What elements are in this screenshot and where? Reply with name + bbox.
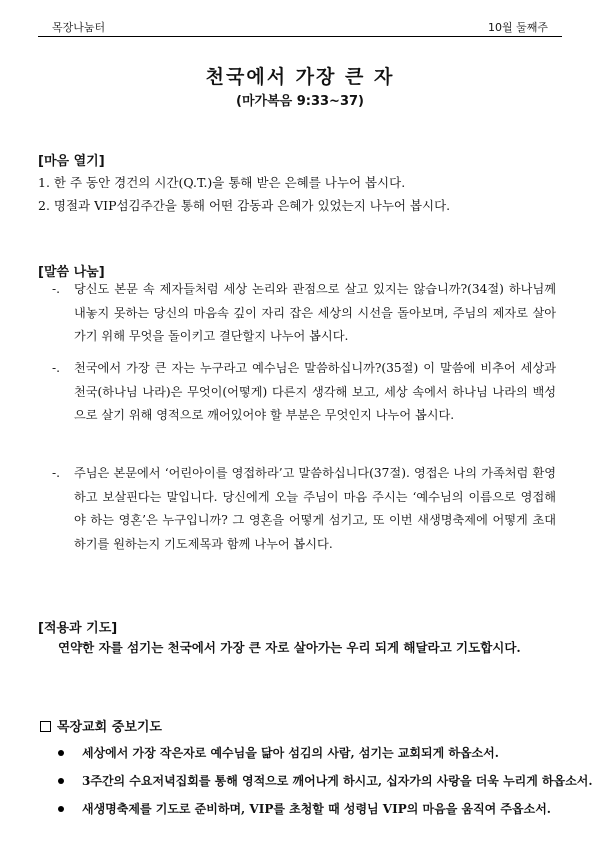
intercession-item-text: 세상에서 가장 작은자로 예수님을 닮아 섬김의 사람, 섬기는 교회되게 하옵소서. — [82, 746, 499, 760]
open-heart-heading: [마음 열기] — [38, 154, 105, 169]
intercession-item-text: 새생명축제를 기도로 준비하며, VIP를 초청할 때 성령님 VIP의 마음을 움직여 주옵소서. — [82, 802, 551, 816]
word-question-3 — [52, 462, 556, 556]
page-header — [38, 14, 562, 37]
word-sharing-heading: [말씀 나눔] — [38, 265, 105, 280]
sermon-title: 천국에서 가장 큰 자 — [205, 66, 395, 88]
header-right-label: 10월 둘째주 — [488, 21, 548, 34]
list-marker: -. — [52, 282, 60, 296]
list-marker: -. — [52, 466, 60, 480]
checkbox-square-icon — [40, 721, 51, 732]
open-heart-question-1: 1. 한 주 동안 경건의 시간(Q.T.)을 통해 받은 은혜를 나누어 봅시다. — [38, 175, 406, 190]
scripture-reference: (마가복음 9:33~37) — [236, 94, 364, 109]
bullet-icon — [58, 806, 64, 812]
intercession-item-3 — [58, 800, 551, 817]
open-heart-question-2: 2. 명절과 VIP섬김주간을 통해 어떤 감동과 은혜가 있었는지 나누어 봅시다. — [38, 198, 451, 213]
intercession-item-2 — [58, 772, 593, 789]
word-question-3-text: 주님은 본문에서 ‘어린아이를 영접하라’고 말씀하십니다(37절). 영접은 나의 가족처럼 환영하고 보살핀다는 말입니다. 당신에게 오늘 주님이 마음 주시는 ‘예수님의 이름으로 영접해야 하는 영혼’은 누구입니까? 그 영혼을 어떻게 섬기고, 또 이번 새생명축제에 어떻게 초대하기를 원하는지 기도제목과 함께 나누어 봅시다. — [74, 466, 556, 551]
intercession-heading-row — [40, 716, 162, 735]
intercession-item-1 — [58, 744, 499, 761]
list-marker: -. — [52, 361, 60, 375]
apply-pray-text: 연약한 자를 섬기는 천국에서 가장 큰 자로 살아가는 우리 되게 해달라고 기도합시다. — [58, 640, 521, 655]
word-question-1 — [52, 278, 556, 349]
intercession-item-text: 3주간의 수요저녁집회를 통해 영적으로 깨어나게 하시고, 십자가의 사랑을 더욱 누리게 하옵소서. — [82, 774, 593, 788]
word-question-2-text: 천국에서 가장 큰 자는 누구라고 예수님은 말씀하십니까?(35절) 이 말씀에 비추어 세상과 천국(하나님 나라)은 무엇이(어떻게) 다른지 생각해 보고, 세상 속에서 하나님 나라의 백성으로 살기 위해 영적으로 깨어있어야 할 부분은 무엇인지 나누어 봅시다. — [74, 361, 556, 422]
bullet-icon — [58, 750, 64, 756]
bullet-icon — [58, 778, 64, 784]
word-question-1-text: 당신도 본문 속 제자들처럼 세상 논리와 관점으로 살고 있지는 않습니까?(34절) 하나님께 내놓지 못하는 당신의 마음속 깊이 자리 잡은 세상의 시선을 돌아보며, 주님의 제자로 살아가기 위해 무엇을 돌이키고 결단할지 나누어 봅시다. — [74, 282, 556, 343]
header-left-label: 목장나눔터 — [52, 21, 106, 34]
apply-pray-heading: [적용과 기도] — [38, 621, 118, 636]
word-question-2 — [52, 357, 556, 428]
intercession-heading: 목장교회 중보기도 — [57, 720, 162, 735]
